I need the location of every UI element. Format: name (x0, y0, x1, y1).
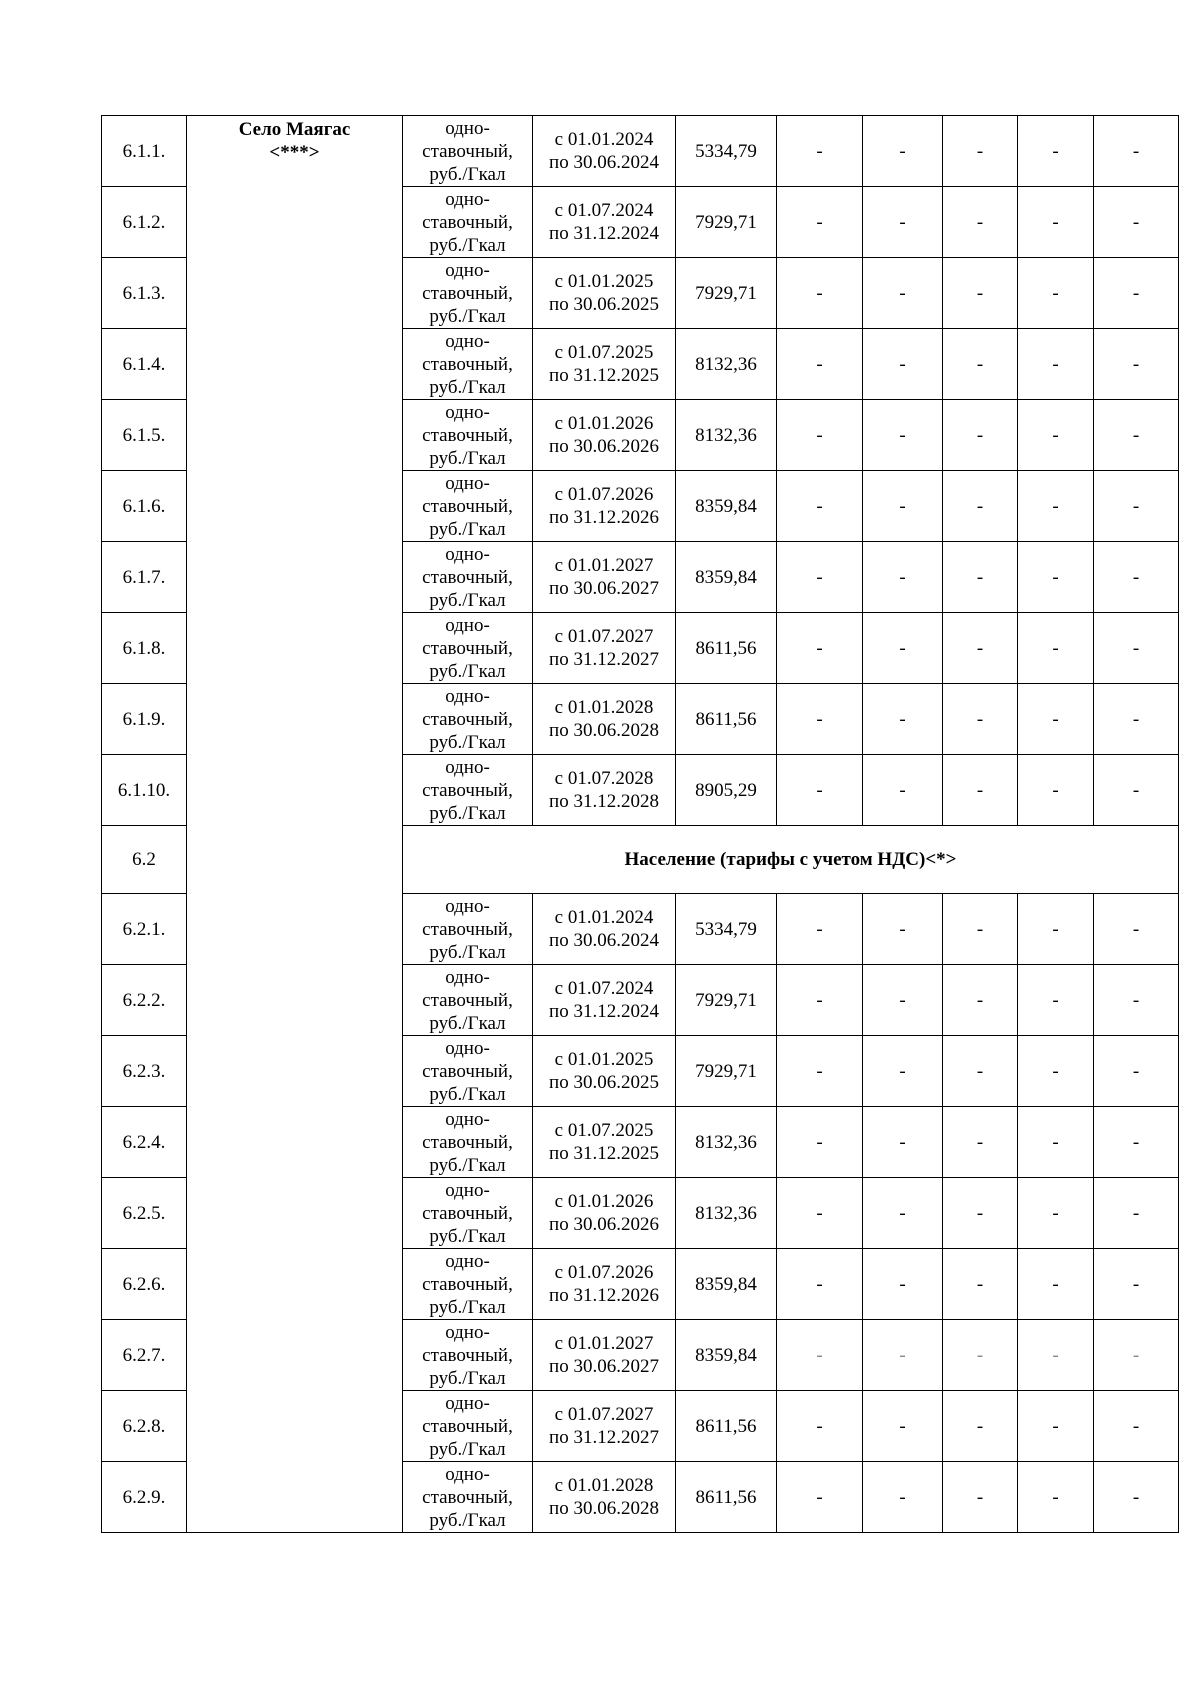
rate-type-line: ставочный, (422, 989, 513, 1011)
period-cell (533, 1391, 676, 1462)
rate-type-cell (403, 400, 533, 471)
rate-type-line: одно- (445, 614, 490, 636)
rate-type-line: одно- (445, 401, 490, 423)
empty-value-cell: - (863, 187, 943, 258)
period-line: с 01.01.2025 (554, 271, 654, 292)
rate-type-line: руб./Гкал (429, 731, 506, 753)
empty-value-cell: - (1094, 1107, 1179, 1178)
rate-type-cell (403, 1391, 533, 1462)
rate-type-cell (403, 1462, 533, 1533)
empty-value-cell: - (777, 894, 863, 965)
empty-value-cell: - (863, 116, 943, 187)
rate-type-line: ставочный, (422, 495, 513, 517)
empty-value-cell: - (1018, 258, 1094, 329)
period-cell (533, 258, 676, 329)
period-line: по 31.12.2028 (549, 791, 659, 812)
period-cell (533, 542, 676, 613)
empty-value-cell: - (777, 542, 863, 613)
settlement-cell (187, 116, 403, 1533)
period-line: с 01.07.2027 (554, 626, 654, 647)
row-number: 6.1.1. (102, 116, 187, 187)
period-line: по 31.12.2027 (549, 649, 659, 670)
empty-value-cell: - (777, 116, 863, 187)
empty-value-cell: - (1018, 116, 1094, 187)
empty-value-cell: - (863, 542, 943, 613)
period-line: по 31.12.2024 (549, 223, 659, 244)
period-line: по 30.06.2024 (549, 152, 659, 173)
row-number: 6.1.9. (102, 684, 187, 755)
rate-type-line: руб./Гкал (429, 1367, 506, 1389)
empty-value-cell: - (1018, 1178, 1094, 1249)
period-cell (533, 329, 676, 400)
empty-value-cell: - (1094, 965, 1179, 1036)
period-line: по 31.12.2024 (549, 1001, 659, 1022)
row-number: 6.1.7. (102, 542, 187, 613)
rate-type-line: одно- (445, 895, 490, 917)
period-cell (533, 116, 676, 187)
period-line: по 30.06.2028 (549, 1498, 659, 1519)
tariff-value: 8905,29 (676, 755, 777, 826)
empty-value-cell: - (943, 258, 1018, 329)
period-line: по 30.06.2025 (549, 294, 659, 315)
rate-type-line: ставочный, (422, 1060, 513, 1082)
period-line: с 01.07.2025 (554, 1120, 654, 1141)
rate-type-cell (403, 613, 533, 684)
row-number: 6.2.9. (102, 1462, 187, 1533)
empty-value-cell: - (1018, 1107, 1094, 1178)
row-number: 6.2.2. (102, 965, 187, 1036)
row-number: 6.1.2. (102, 187, 187, 258)
rate-type-line: ставочный, (422, 918, 513, 940)
period-line: с 01.01.2028 (554, 697, 654, 718)
empty-value-cell: - (1094, 1462, 1179, 1533)
period-line: с 01.01.2028 (554, 1475, 654, 1496)
empty-value-cell: - (1094, 116, 1179, 187)
rate-type-line: руб./Гкал (429, 376, 506, 398)
empty-value-cell: - (1094, 1249, 1179, 1320)
tariff-value: 8611,56 (676, 1391, 777, 1462)
rate-type-line: ставочный, (422, 424, 513, 446)
tariff-value: 8132,36 (676, 1178, 777, 1249)
empty-value-cell: - (1094, 187, 1179, 258)
rate-type-cell (403, 684, 533, 755)
empty-value-cell: - (1018, 613, 1094, 684)
rate-type-line: ставочный, (422, 1131, 513, 1153)
tariff-table-body (102, 116, 1179, 1533)
row-number: 6.1.10. (102, 755, 187, 826)
rate-type-line: одно- (445, 966, 490, 988)
empty-value-cell: - (1094, 1320, 1179, 1391)
rate-type-line: руб./Гкал (429, 447, 506, 469)
rate-type-line: одно- (445, 1108, 490, 1130)
period-cell (533, 471, 676, 542)
tariff-value: 8359,84 (676, 542, 777, 613)
period-line: по 30.06.2027 (549, 578, 659, 599)
empty-value-cell: - (943, 187, 1018, 258)
rate-type-line: руб./Гкал (429, 1225, 506, 1247)
tariff-value: 7929,71 (676, 965, 777, 1036)
empty-value-cell: - (1094, 684, 1179, 755)
empty-value-cell: - (863, 400, 943, 471)
rate-type-line: руб./Гкал (429, 305, 506, 327)
section-number: 6.2 (102, 826, 187, 894)
tariff-value: 8611,56 (676, 613, 777, 684)
rate-type-line: одно- (445, 330, 490, 352)
empty-value-cell: - (1094, 1036, 1179, 1107)
rate-type-line: ставочный, (422, 637, 513, 659)
empty-value-cell: - (943, 1320, 1018, 1391)
period-line: с 01.07.2026 (554, 484, 654, 505)
period-line: по 30.06.2026 (549, 1214, 659, 1235)
rate-type-line: ставочный, (422, 779, 513, 801)
empty-value-cell: - (777, 1036, 863, 1107)
rate-type-line: ставочный, (422, 1486, 513, 1508)
period-cell (533, 1320, 676, 1391)
tariff-table (101, 115, 1179, 1533)
rate-type-line: одно- (445, 259, 490, 281)
rate-type-line: руб./Гкал (429, 1438, 506, 1460)
empty-value-cell: - (863, 894, 943, 965)
rate-type-line: ставочный, (422, 1415, 513, 1437)
empty-value-cell: - (1094, 1178, 1179, 1249)
empty-value-cell: - (1094, 471, 1179, 542)
empty-value-cell: - (777, 187, 863, 258)
rate-type-line: руб./Гкал (429, 1509, 506, 1531)
tariff-value: 8132,36 (676, 1107, 777, 1178)
empty-value-cell: - (863, 1391, 943, 1462)
period-cell (533, 1107, 676, 1178)
empty-value-cell: - (1018, 1462, 1094, 1533)
rate-type-line: ставочный, (422, 140, 513, 162)
rate-type-line: ставочный, (422, 1273, 513, 1295)
period-line: с 01.07.2025 (554, 342, 654, 363)
period-line: с 01.07.2024 (554, 200, 654, 221)
tariff-value: 8611,56 (676, 684, 777, 755)
tariff-value: 8359,84 (676, 1249, 777, 1320)
empty-value-cell: - (943, 329, 1018, 400)
empty-value-cell: - (1094, 613, 1179, 684)
rate-type-line: руб./Гкал (429, 234, 506, 256)
row-number: 6.1.3. (102, 258, 187, 329)
rate-type-line: ставочный, (422, 1202, 513, 1224)
empty-value-cell: - (1094, 400, 1179, 471)
period-line: с 01.01.2024 (554, 907, 654, 928)
rate-type-line: руб./Гкал (429, 163, 506, 185)
empty-value-cell: - (863, 1462, 943, 1533)
empty-value-cell: - (777, 400, 863, 471)
rate-type-cell (403, 1178, 533, 1249)
period-line: по 30.06.2025 (549, 1072, 659, 1093)
rate-type-line: руб./Гкал (429, 1012, 506, 1034)
period-line: с 01.07.2028 (554, 768, 654, 789)
rate-type-line: одно- (445, 1179, 490, 1201)
empty-value-cell: - (1018, 965, 1094, 1036)
empty-value-cell: - (777, 1462, 863, 1533)
empty-value-cell: - (1094, 755, 1179, 826)
empty-value-cell: - (1018, 400, 1094, 471)
period-line: с 01.01.2027 (554, 555, 654, 576)
empty-value-cell: - (943, 1391, 1018, 1462)
rate-type-line: одно- (445, 117, 490, 139)
empty-value-cell: - (1094, 894, 1179, 965)
empty-value-cell: - (777, 329, 863, 400)
empty-value-cell: - (1018, 684, 1094, 755)
empty-value-cell: - (863, 471, 943, 542)
rate-type-cell (403, 965, 533, 1036)
row-number: 6.2.4. (102, 1107, 187, 1178)
rate-type-line: ставочный, (422, 282, 513, 304)
period-line: по 31.12.2025 (549, 365, 659, 386)
empty-value-cell: - (1018, 542, 1094, 613)
empty-value-cell: - (777, 613, 863, 684)
row-number: 6.2.8. (102, 1391, 187, 1462)
empty-value-cell: - (777, 1107, 863, 1178)
empty-value-cell: - (1018, 1320, 1094, 1391)
period-line: с 01.01.2027 (554, 1333, 654, 1354)
period-line: с 01.01.2024 (554, 129, 654, 150)
rate-type-line: ставочный, (422, 211, 513, 233)
empty-value-cell: - (1018, 1249, 1094, 1320)
empty-value-cell: - (863, 755, 943, 826)
rate-type-line: ставочный, (422, 708, 513, 730)
rate-type-cell (403, 187, 533, 258)
period-line: с 01.07.2027 (554, 1404, 654, 1425)
tariff-value: 8132,36 (676, 329, 777, 400)
settlement-note: <***> (269, 142, 320, 163)
rate-type-cell (403, 1249, 533, 1320)
period-cell (533, 1178, 676, 1249)
period-line: по 30.06.2024 (549, 930, 659, 951)
empty-value-cell: - (943, 1249, 1018, 1320)
period-cell (533, 187, 676, 258)
rate-type-line: руб./Гкал (429, 1296, 506, 1318)
period-cell (533, 684, 676, 755)
empty-value-cell: - (777, 965, 863, 1036)
rate-type-line: руб./Гкал (429, 660, 506, 682)
empty-value-cell: - (943, 613, 1018, 684)
empty-value-cell: - (863, 329, 943, 400)
empty-value-cell: - (943, 471, 1018, 542)
empty-value-cell: - (943, 542, 1018, 613)
empty-value-cell: - (863, 613, 943, 684)
empty-value-cell: - (863, 1036, 943, 1107)
period-line: с 01.01.2026 (554, 1191, 654, 1212)
tariff-value: 7929,71 (676, 187, 777, 258)
rate-type-line: руб./Гкал (429, 589, 506, 611)
row-number: 6.2.5. (102, 1178, 187, 1249)
empty-value-cell: - (777, 1320, 863, 1391)
section-title: Население (тарифы с учетом НДС)<*> (403, 826, 1179, 894)
empty-value-cell: - (943, 894, 1018, 965)
empty-value-cell: - (1094, 542, 1179, 613)
empty-value-cell: - (777, 755, 863, 826)
empty-value-cell: - (1018, 755, 1094, 826)
table-row (102, 116, 1179, 187)
period-line: по 31.12.2027 (549, 1427, 659, 1448)
empty-value-cell: - (777, 1178, 863, 1249)
period-cell (533, 1036, 676, 1107)
empty-value-cell: - (1018, 329, 1094, 400)
tariff-value: 5334,79 (676, 894, 777, 965)
empty-value-cell: - (1018, 894, 1094, 965)
rate-type-line: ставочный, (422, 353, 513, 375)
rate-type-line: одно- (445, 1392, 490, 1414)
row-number: 6.2.6. (102, 1249, 187, 1320)
row-number: 6.1.5. (102, 400, 187, 471)
period-line: по 30.06.2028 (549, 720, 659, 741)
period-line: с 01.07.2026 (554, 1262, 654, 1283)
rate-type-line: одно- (445, 472, 490, 494)
empty-value-cell: - (943, 1036, 1018, 1107)
rate-type-line: одно- (445, 188, 490, 210)
rate-type-cell (403, 894, 533, 965)
tariff-value: 7929,71 (676, 258, 777, 329)
row-number: 6.2.3. (102, 1036, 187, 1107)
empty-value-cell: - (943, 755, 1018, 826)
rate-type-cell (403, 1036, 533, 1107)
period-line: с 01.07.2024 (554, 978, 654, 999)
tariff-value: 7929,71 (676, 1036, 777, 1107)
period-cell (533, 1249, 676, 1320)
tariff-value: 8359,84 (676, 1320, 777, 1391)
empty-value-cell: - (943, 684, 1018, 755)
period-cell (533, 755, 676, 826)
rate-type-line: руб./Гкал (429, 1083, 506, 1105)
rate-type-cell (403, 329, 533, 400)
tariff-value: 5334,79 (676, 116, 777, 187)
rate-type-cell (403, 1320, 533, 1391)
period-line: по 31.12.2025 (549, 1143, 659, 1164)
rate-type-cell (403, 116, 533, 187)
empty-value-cell: - (777, 258, 863, 329)
row-number: 6.1.8. (102, 613, 187, 684)
rate-type-line: ставочный, (422, 566, 513, 588)
period-line: с 01.01.2025 (554, 1049, 654, 1070)
empty-value-cell: - (1094, 329, 1179, 400)
empty-value-cell: - (1094, 1391, 1179, 1462)
period-cell (533, 1462, 676, 1533)
rate-type-line: одно- (445, 1463, 490, 1485)
settlement-name: Село Маягас (238, 119, 351, 140)
period-line: по 30.06.2027 (549, 1356, 659, 1377)
empty-value-cell: - (1094, 258, 1179, 329)
rate-type-line: руб./Гкал (429, 941, 506, 963)
empty-value-cell: - (777, 471, 863, 542)
rate-type-cell (403, 258, 533, 329)
empty-value-cell: - (863, 1178, 943, 1249)
rate-type-line: руб./Гкал (429, 802, 506, 824)
empty-value-cell: - (777, 1249, 863, 1320)
empty-value-cell: - (1018, 471, 1094, 542)
empty-value-cell: - (943, 1462, 1018, 1533)
rate-type-line: одно- (445, 543, 490, 565)
empty-value-cell: - (863, 1249, 943, 1320)
empty-value-cell: - (1018, 1036, 1094, 1107)
row-number: 6.1.4. (102, 329, 187, 400)
period-line: с 01.01.2026 (554, 413, 654, 434)
empty-value-cell: - (943, 116, 1018, 187)
empty-value-cell: - (943, 1178, 1018, 1249)
rate-type-line: одно- (445, 1250, 490, 1272)
period-cell (533, 965, 676, 1036)
rate-type-line: руб./Гкал (429, 1154, 506, 1176)
empty-value-cell: - (863, 258, 943, 329)
period-cell (533, 613, 676, 684)
period-line: по 30.06.2026 (549, 436, 659, 457)
rate-type-line: ставочный, (422, 1344, 513, 1366)
row-number: 6.2.1. (102, 894, 187, 965)
rate-type-line: одно- (445, 1321, 490, 1343)
empty-value-cell: - (863, 1107, 943, 1178)
rate-type-line: одно- (445, 685, 490, 707)
empty-value-cell: - (863, 965, 943, 1036)
rate-type-cell (403, 471, 533, 542)
rate-type-cell (403, 755, 533, 826)
empty-value-cell: - (943, 965, 1018, 1036)
empty-value-cell: - (1018, 1391, 1094, 1462)
rate-type-cell (403, 1107, 533, 1178)
period-line: по 31.12.2026 (549, 1285, 659, 1306)
period-line: по 31.12.2026 (549, 507, 659, 528)
rate-type-line: одно- (445, 756, 490, 778)
rate-type-line: одно- (445, 1037, 490, 1059)
row-number: 6.1.6. (102, 471, 187, 542)
empty-value-cell: - (777, 1391, 863, 1462)
tariff-value: 8359,84 (676, 471, 777, 542)
empty-value-cell: - (863, 1320, 943, 1391)
empty-value-cell: - (1018, 187, 1094, 258)
tariff-value: 8132,36 (676, 400, 777, 471)
row-number: 6.2.7. (102, 1320, 187, 1391)
period-cell (533, 894, 676, 965)
period-cell (533, 400, 676, 471)
empty-value-cell: - (863, 684, 943, 755)
tariff-value: 8611,56 (676, 1462, 777, 1533)
rate-type-cell (403, 542, 533, 613)
empty-value-cell: - (777, 684, 863, 755)
empty-value-cell: - (943, 1107, 1018, 1178)
empty-value-cell: - (943, 400, 1018, 471)
rate-type-line: руб./Гкал (429, 518, 506, 540)
